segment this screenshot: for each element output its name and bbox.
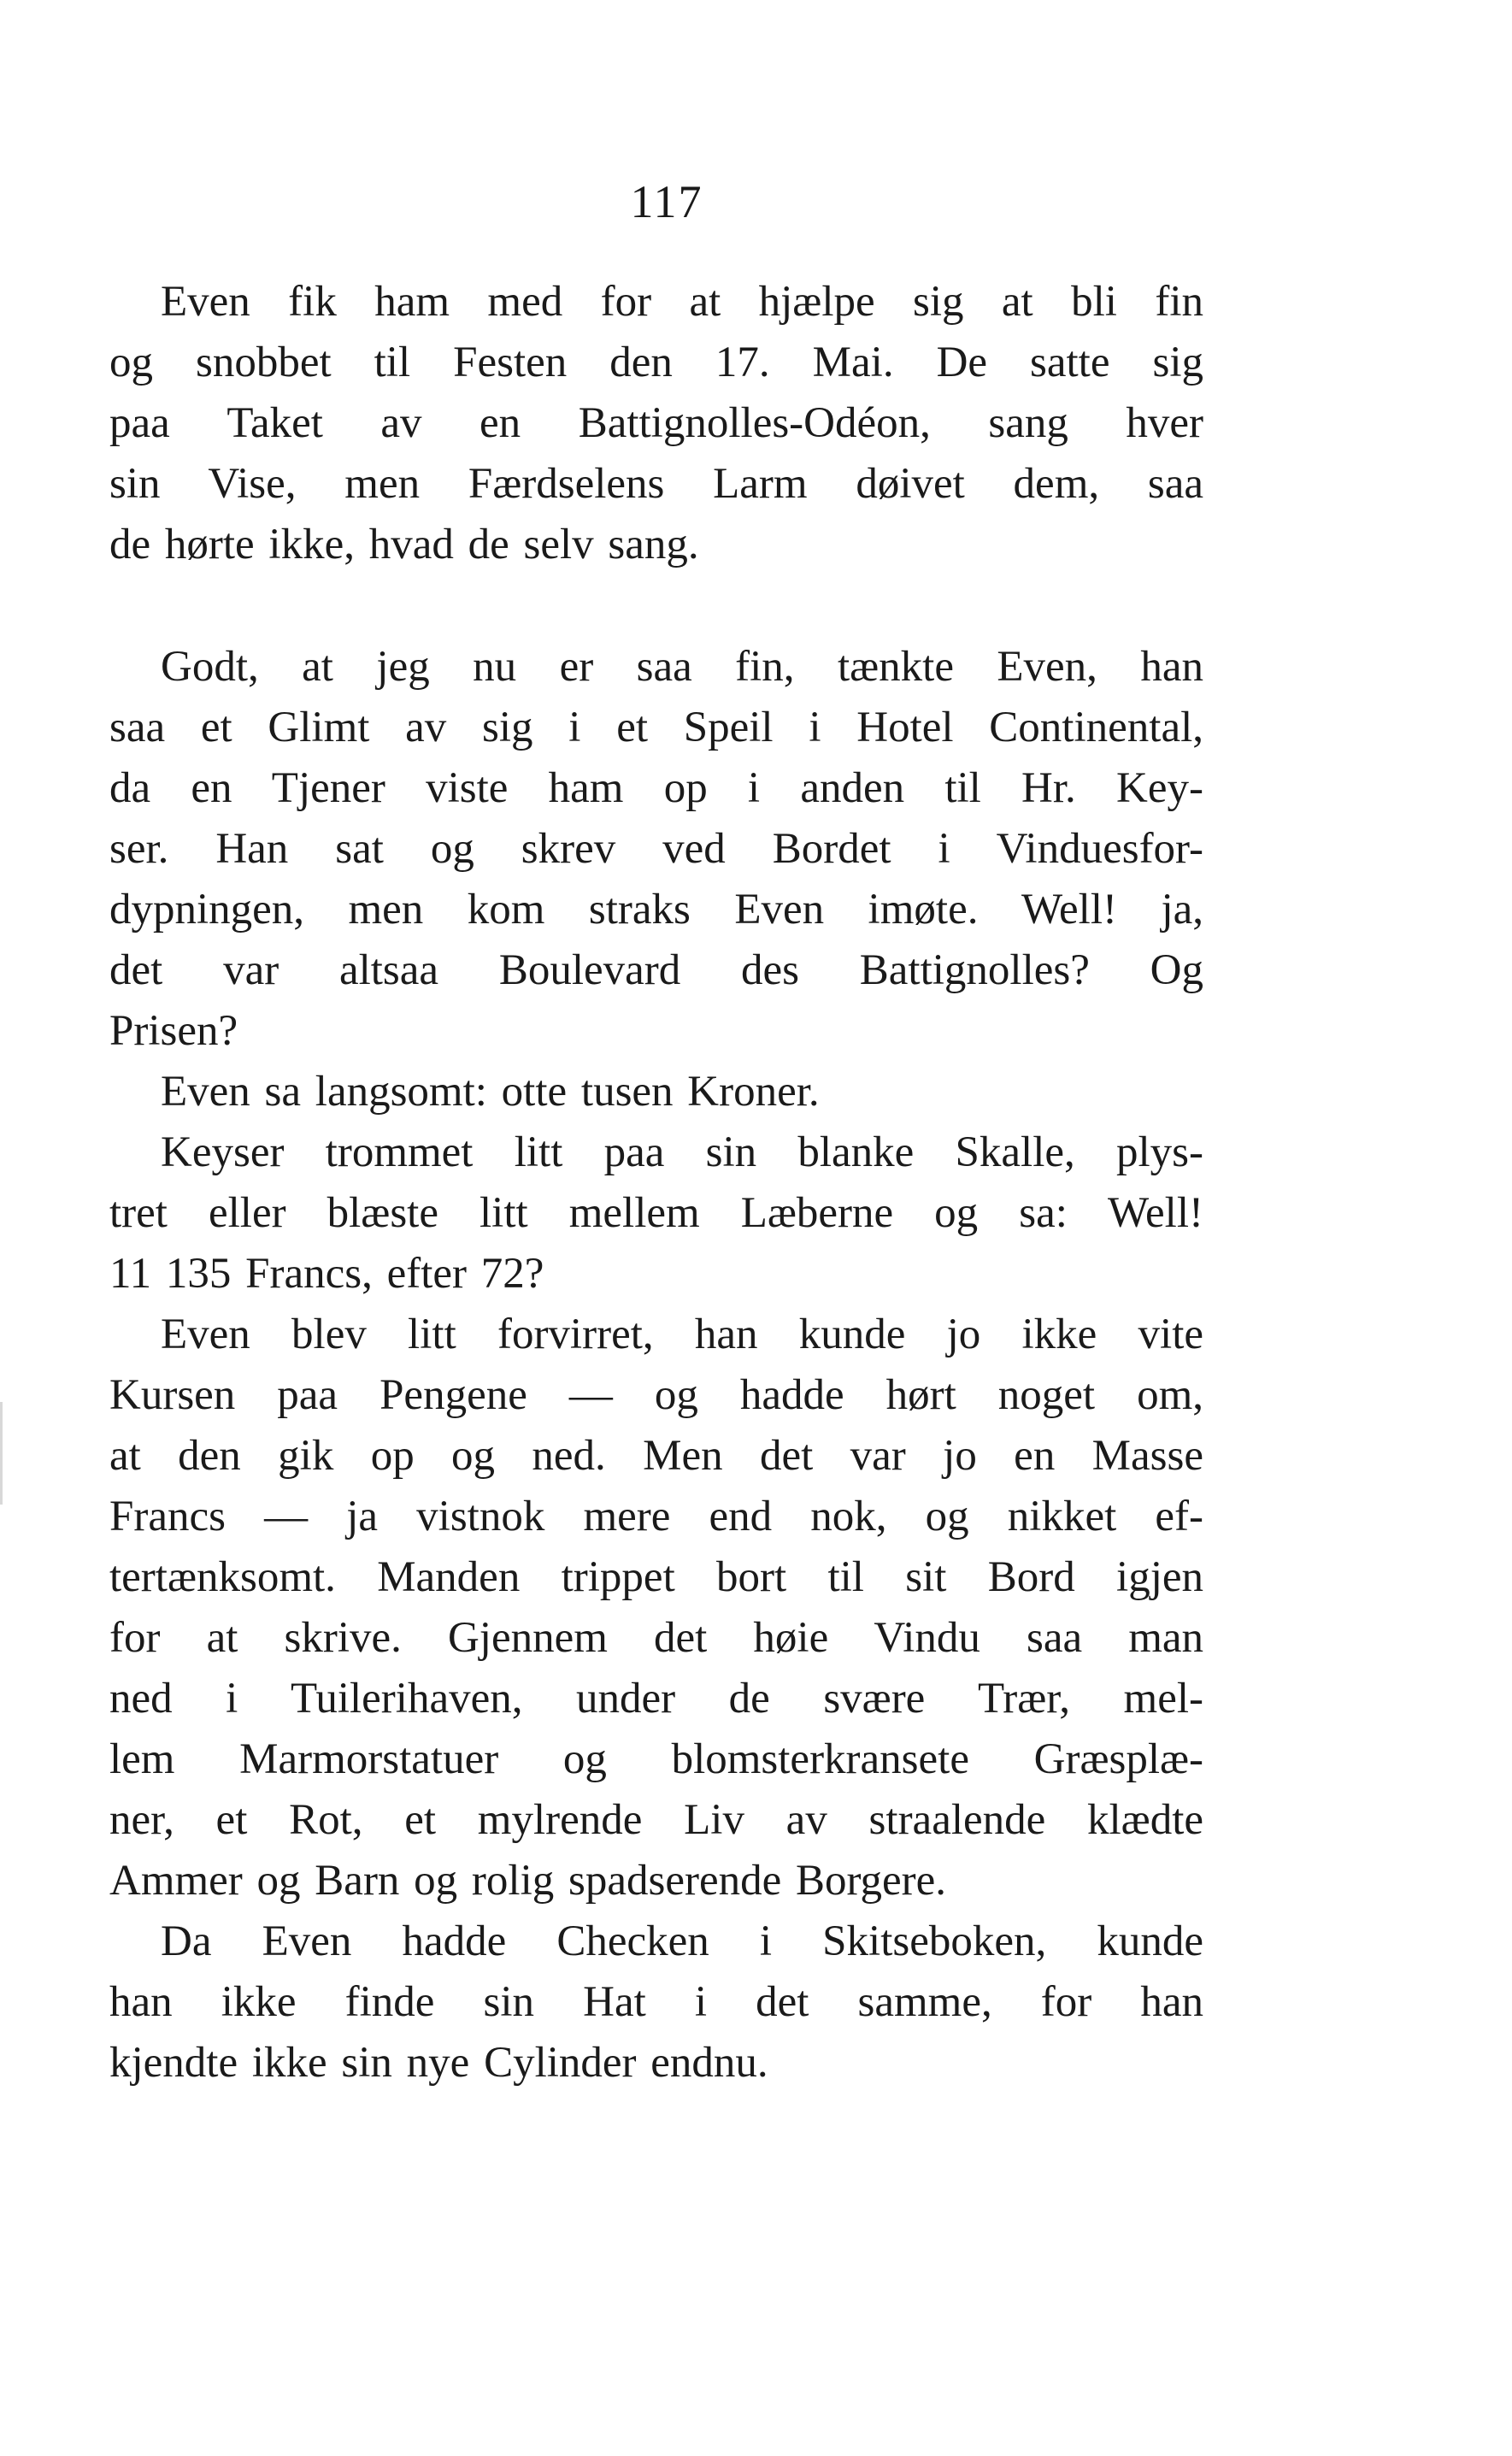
text-line: paa Taket av en Battignolles-Odéon, sang hver (109, 399, 1203, 447)
text-line: da en Tjener viste ham op i anden til Hr. Key- (109, 764, 1203, 812)
text-line: ned i Tuilerihaven, under de svære Trær, mel- (109, 1675, 1203, 1723)
text-line: Even fik ham med for at hjælpe sig at bli fin (161, 278, 1203, 326)
text-line: Even sa langsomt: otte tusen Kroner. (161, 1068, 820, 1116)
text-line: Ammer og Barn og rolig spadserende Borgere. (109, 1857, 947, 1905)
text-line: lem Marmorstatuer og blomsterkransete Græsplæ- (109, 1735, 1203, 1783)
paragraph-1 (109, 272, 1203, 575)
text-line: ner, et Rot, et mylrende Liv av straalende klædte (109, 1796, 1203, 1844)
text-line: Kursen paa Pengene — og hadde hørt noget om, (109, 1371, 1203, 1419)
text-line: ser. Han sat og skrev ved Bordet i Vinduesfor- (109, 825, 1203, 873)
text-line: tret eller blæste litt mellem Læberne og sa: Well! (109, 1189, 1203, 1237)
text-line: Da Even hadde Checken i Skitseboken, kunde (161, 1917, 1203, 1965)
paragraph-2 (109, 637, 1203, 2094)
text-line: Prisen? (109, 1007, 238, 1055)
text-line: Godt, at jeg nu er saa fin, tænkte Even, han (161, 643, 1203, 691)
text-line: det var altsaa Boulevard des Battignolles? Og (109, 946, 1203, 994)
page-number: 117 (630, 176, 703, 227)
text-line: kjendte ikke sin nye Cylinder endnu. (109, 2039, 768, 2087)
text-line: tertænksomt. Manden trippet bort til sit Bord igjen (109, 1553, 1203, 1601)
text-line: for at skrive. Gjennem det høie Vindu saa man (109, 1614, 1203, 1662)
text-line: og snobbet til Festen den 17. Mai. De satte sig (109, 339, 1203, 386)
text-line: dypningen, men kom straks Even imøte. Well! ja, (109, 886, 1203, 934)
text-line: Even blev litt forvirret, han kunde jo ikke vite (161, 1310, 1203, 1358)
text-line: Francs — ja vistnok mere end nok, og nikket ef- (109, 1493, 1203, 1540)
text-line: sin Vise, men Færdselens Larm døivet dem, saa (109, 460, 1203, 508)
text-line: 11 135 Francs, efter 72? (109, 1250, 544, 1298)
text-line: at den gik op og ned. Men det var jo en Masse (109, 1432, 1203, 1480)
scan-edge-mark (0, 1402, 3, 1505)
text-line: han ikke finde sin Hat i det samme, for han (109, 1978, 1203, 2026)
text-line: de hørte ikke, hvad de selv sang. (109, 521, 699, 568)
text-line: Keyser trommet litt paa sin blanke Skalle, plys- (161, 1128, 1203, 1176)
text-line: saa et Glimt av sig i et Speil i Hotel Continental, (109, 704, 1203, 751)
